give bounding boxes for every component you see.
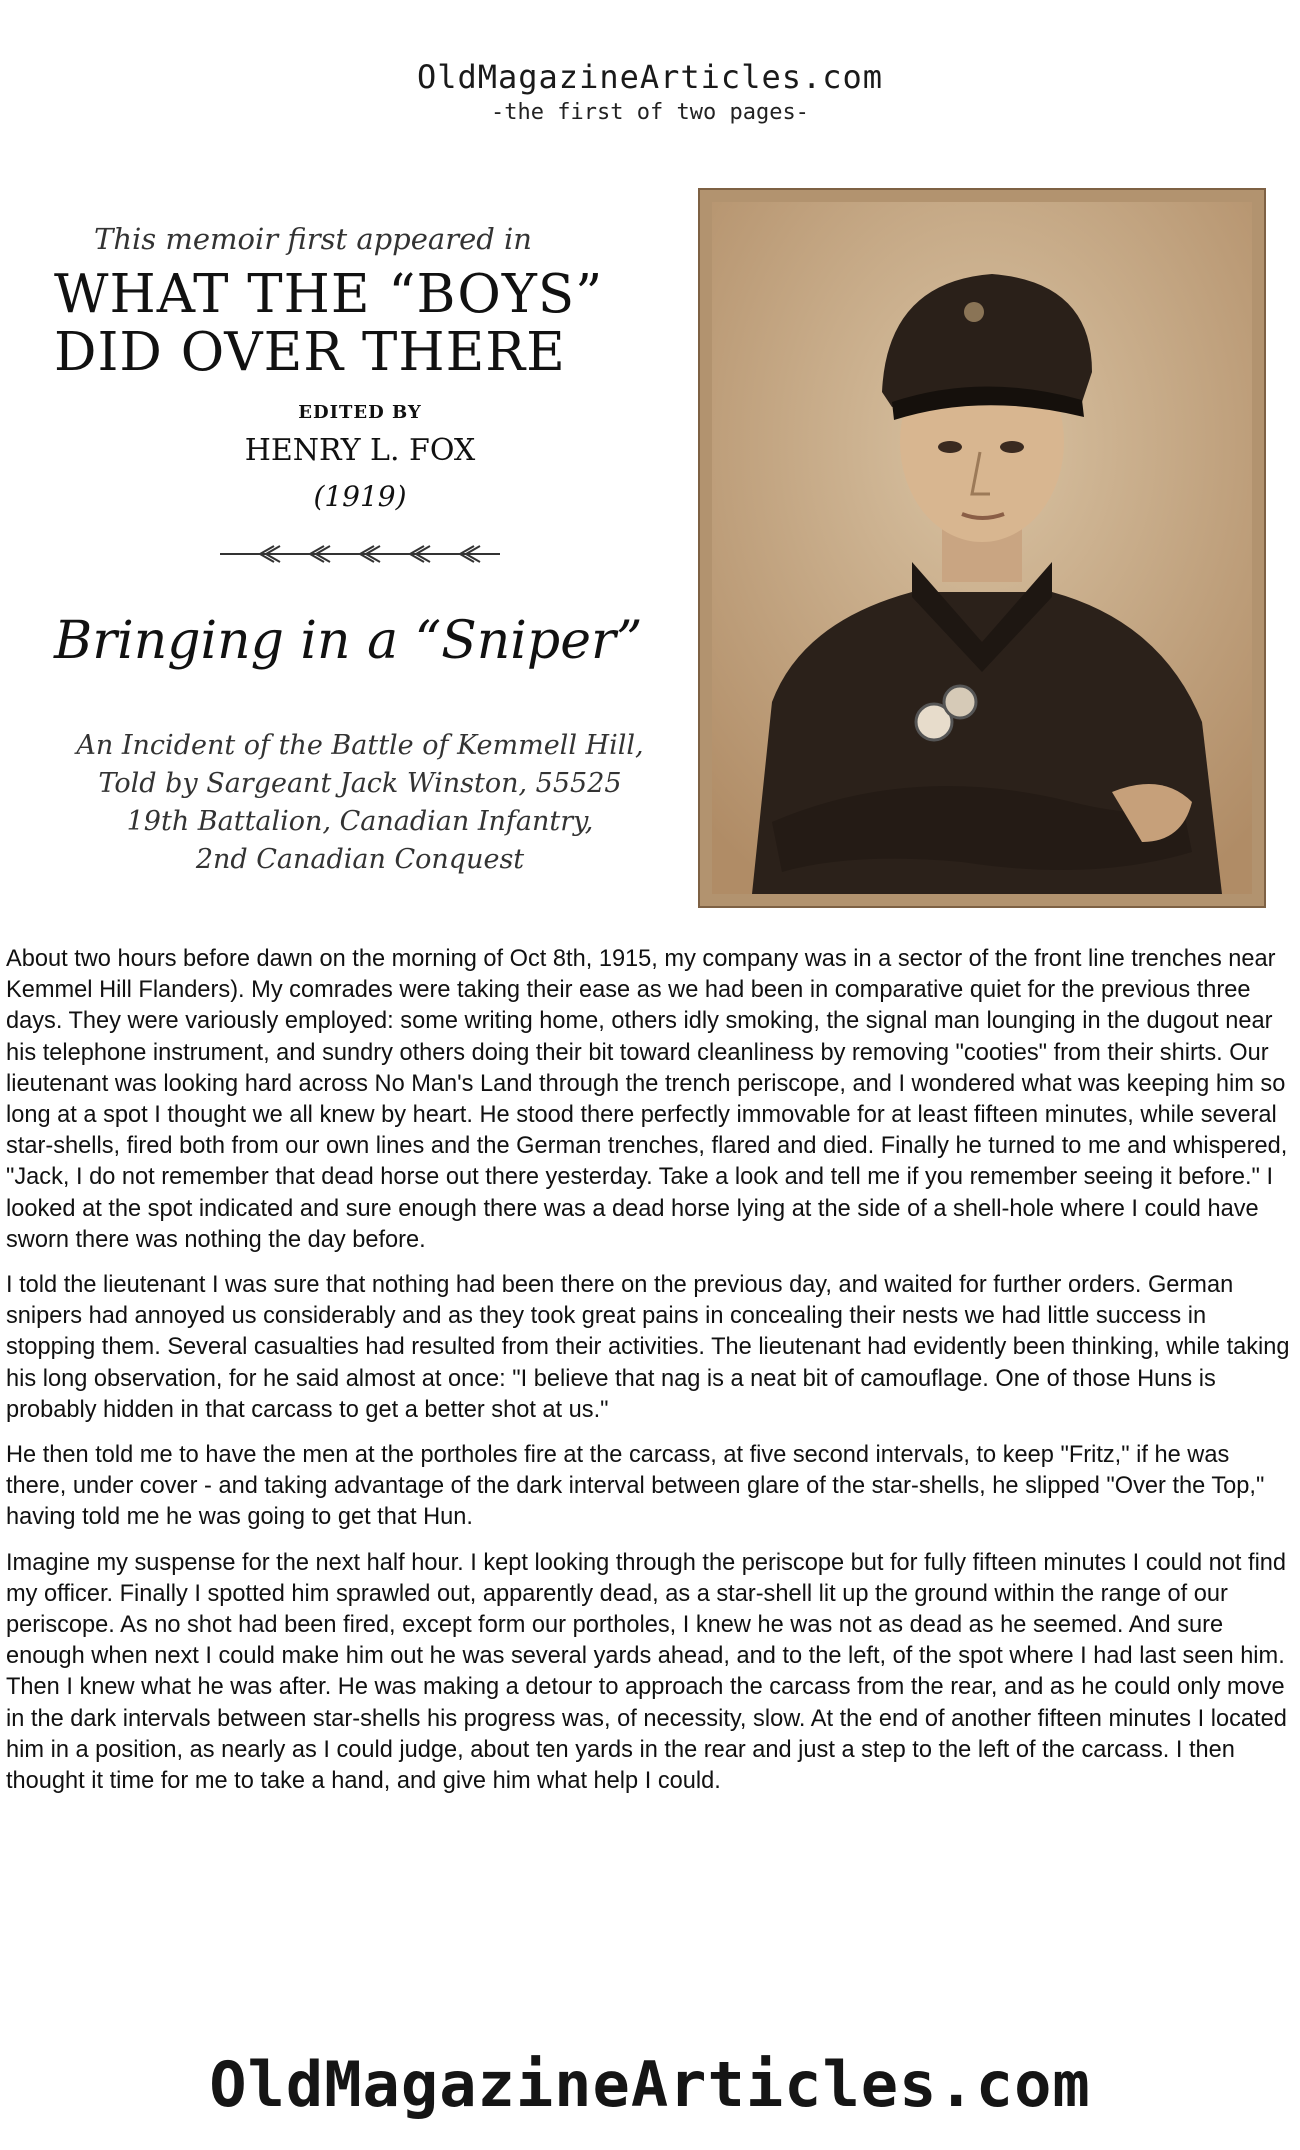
- book-title: [40, 266, 680, 382]
- article-body: [6, 944, 1296, 1811]
- page-subtitle: -the first of two pages-: [491, 100, 809, 125]
- byline-line: 19th Battalion, Canadian Infantry,: [126, 806, 594, 837]
- article-title: Bringing in a “Sniper”: [54, 611, 643, 671]
- soldier-portrait-photo: [698, 188, 1266, 908]
- body-paragraph: About two hours before dawn on the morning of Oct 8th, 1915, my company was in a sector of the front line trenches near Kemmel Hill Flanders). My comrades were taking their ease as we had been in comparative quiet for the previous three days. They were variously employed: some writing home, others idly smoking, the signal man lounging in the dugout near his telephone instrument, and sundry others doing their bit toward cleanliness by removing "cooties" from their shirts. Our lieutenant was looking hard across No Man's Land through the trench periscope, and I wondered what was keeping him so long at a spot I thought we all knew by heart. He stood there perfectly immovable for at least fifteen minutes, while several star-shells, fired both from our own lines and the German trenches, flared and died. Finally he turned to me and whispered, "Jack, I do not remember that dead horse out there yesterday. Take a look and tell me if you remember seeing it before." I looked at the spot indicated and sure enough there was a dead horse lying at the side of a shell-hole where I could have sworn there was nothing the day before.: [6, 946, 1288, 1253]
- publication-year: (1919): [313, 480, 407, 513]
- edited-by-label: EDITED BY: [298, 402, 422, 423]
- ornament-divider: [200, 539, 520, 569]
- book-title-line-2: DID OVER THERE: [54, 322, 566, 383]
- body-paragraph: I told the lieutenant I was sure that nothing had been there on the previous day, and waited for further orders. German snipers had annoyed us considerably and as they took great pains in concealing their nests we had little success in stopping them. Several casualties had resulted from their activities. The lieutenant had evidently been thinking, while taking his long observation, for he said almost at once: "I believe that nag is a neat bit of camouflage. One of those Huns is probably hidden in that carcass to get a better shot at us.": [6, 1272, 1290, 1423]
- body-paragraph: He then told me to have the men at the portholes fire at the carcass, at five second intervals, to keep "Fritz," if he was there, under cover - and taking advantage of the dark interval between glare of the star-shells, he slipped "Over the Top," having told me he was going to get that Hun.: [6, 1442, 1265, 1531]
- memoir-note: This memoir first appeared in: [94, 222, 532, 256]
- site-header: [0, 58, 1300, 125]
- site-name: OldMagazineArticles.com: [416, 58, 884, 96]
- site-footer[interactable]: OldMagazineArticles.com: [209, 2048, 1091, 2121]
- byline-line: Told by Sargeant Jack Winston, 55525: [98, 768, 622, 799]
- byline-line: An Incident of the Battle of Kemmell Hill,: [76, 730, 644, 761]
- body-paragraph: Imagine my suspense for the next half hour. I kept looking through the periscope but for fully fifteen minutes I could not find my officer. Finally I spotted him sprawled out, apparently dead, as a star-shell lit up the ground within the range of our periscope. As no shot had been fired, except form our portholes, I knew he was not as dead as he seemed. And sure enough when next I could make him out he was several yards ahead, and to the left, of the spot where I had last seen him. Then I knew what he was after. He was making a detour to approach the carcass from the rear, and as he could only move in the dark intervals between star-shells his progress was, of necessity, slow. At the end of another fifteen minutes I located him in a position, as nearly as I could judge, about ten yards in the rear and just a step to the left of the carcass. I then thought it time for me to take a hand, and give him what help I could.: [6, 1549, 1287, 1795]
- article-intro: [40, 222, 680, 879]
- editor-name: HENRY L. FOX: [244, 433, 476, 468]
- book-title-line-1: WHAT THE “BOYS”: [54, 264, 604, 325]
- byline-line: 2nd Canadian Conquest: [195, 844, 525, 875]
- article-byline: [40, 727, 680, 879]
